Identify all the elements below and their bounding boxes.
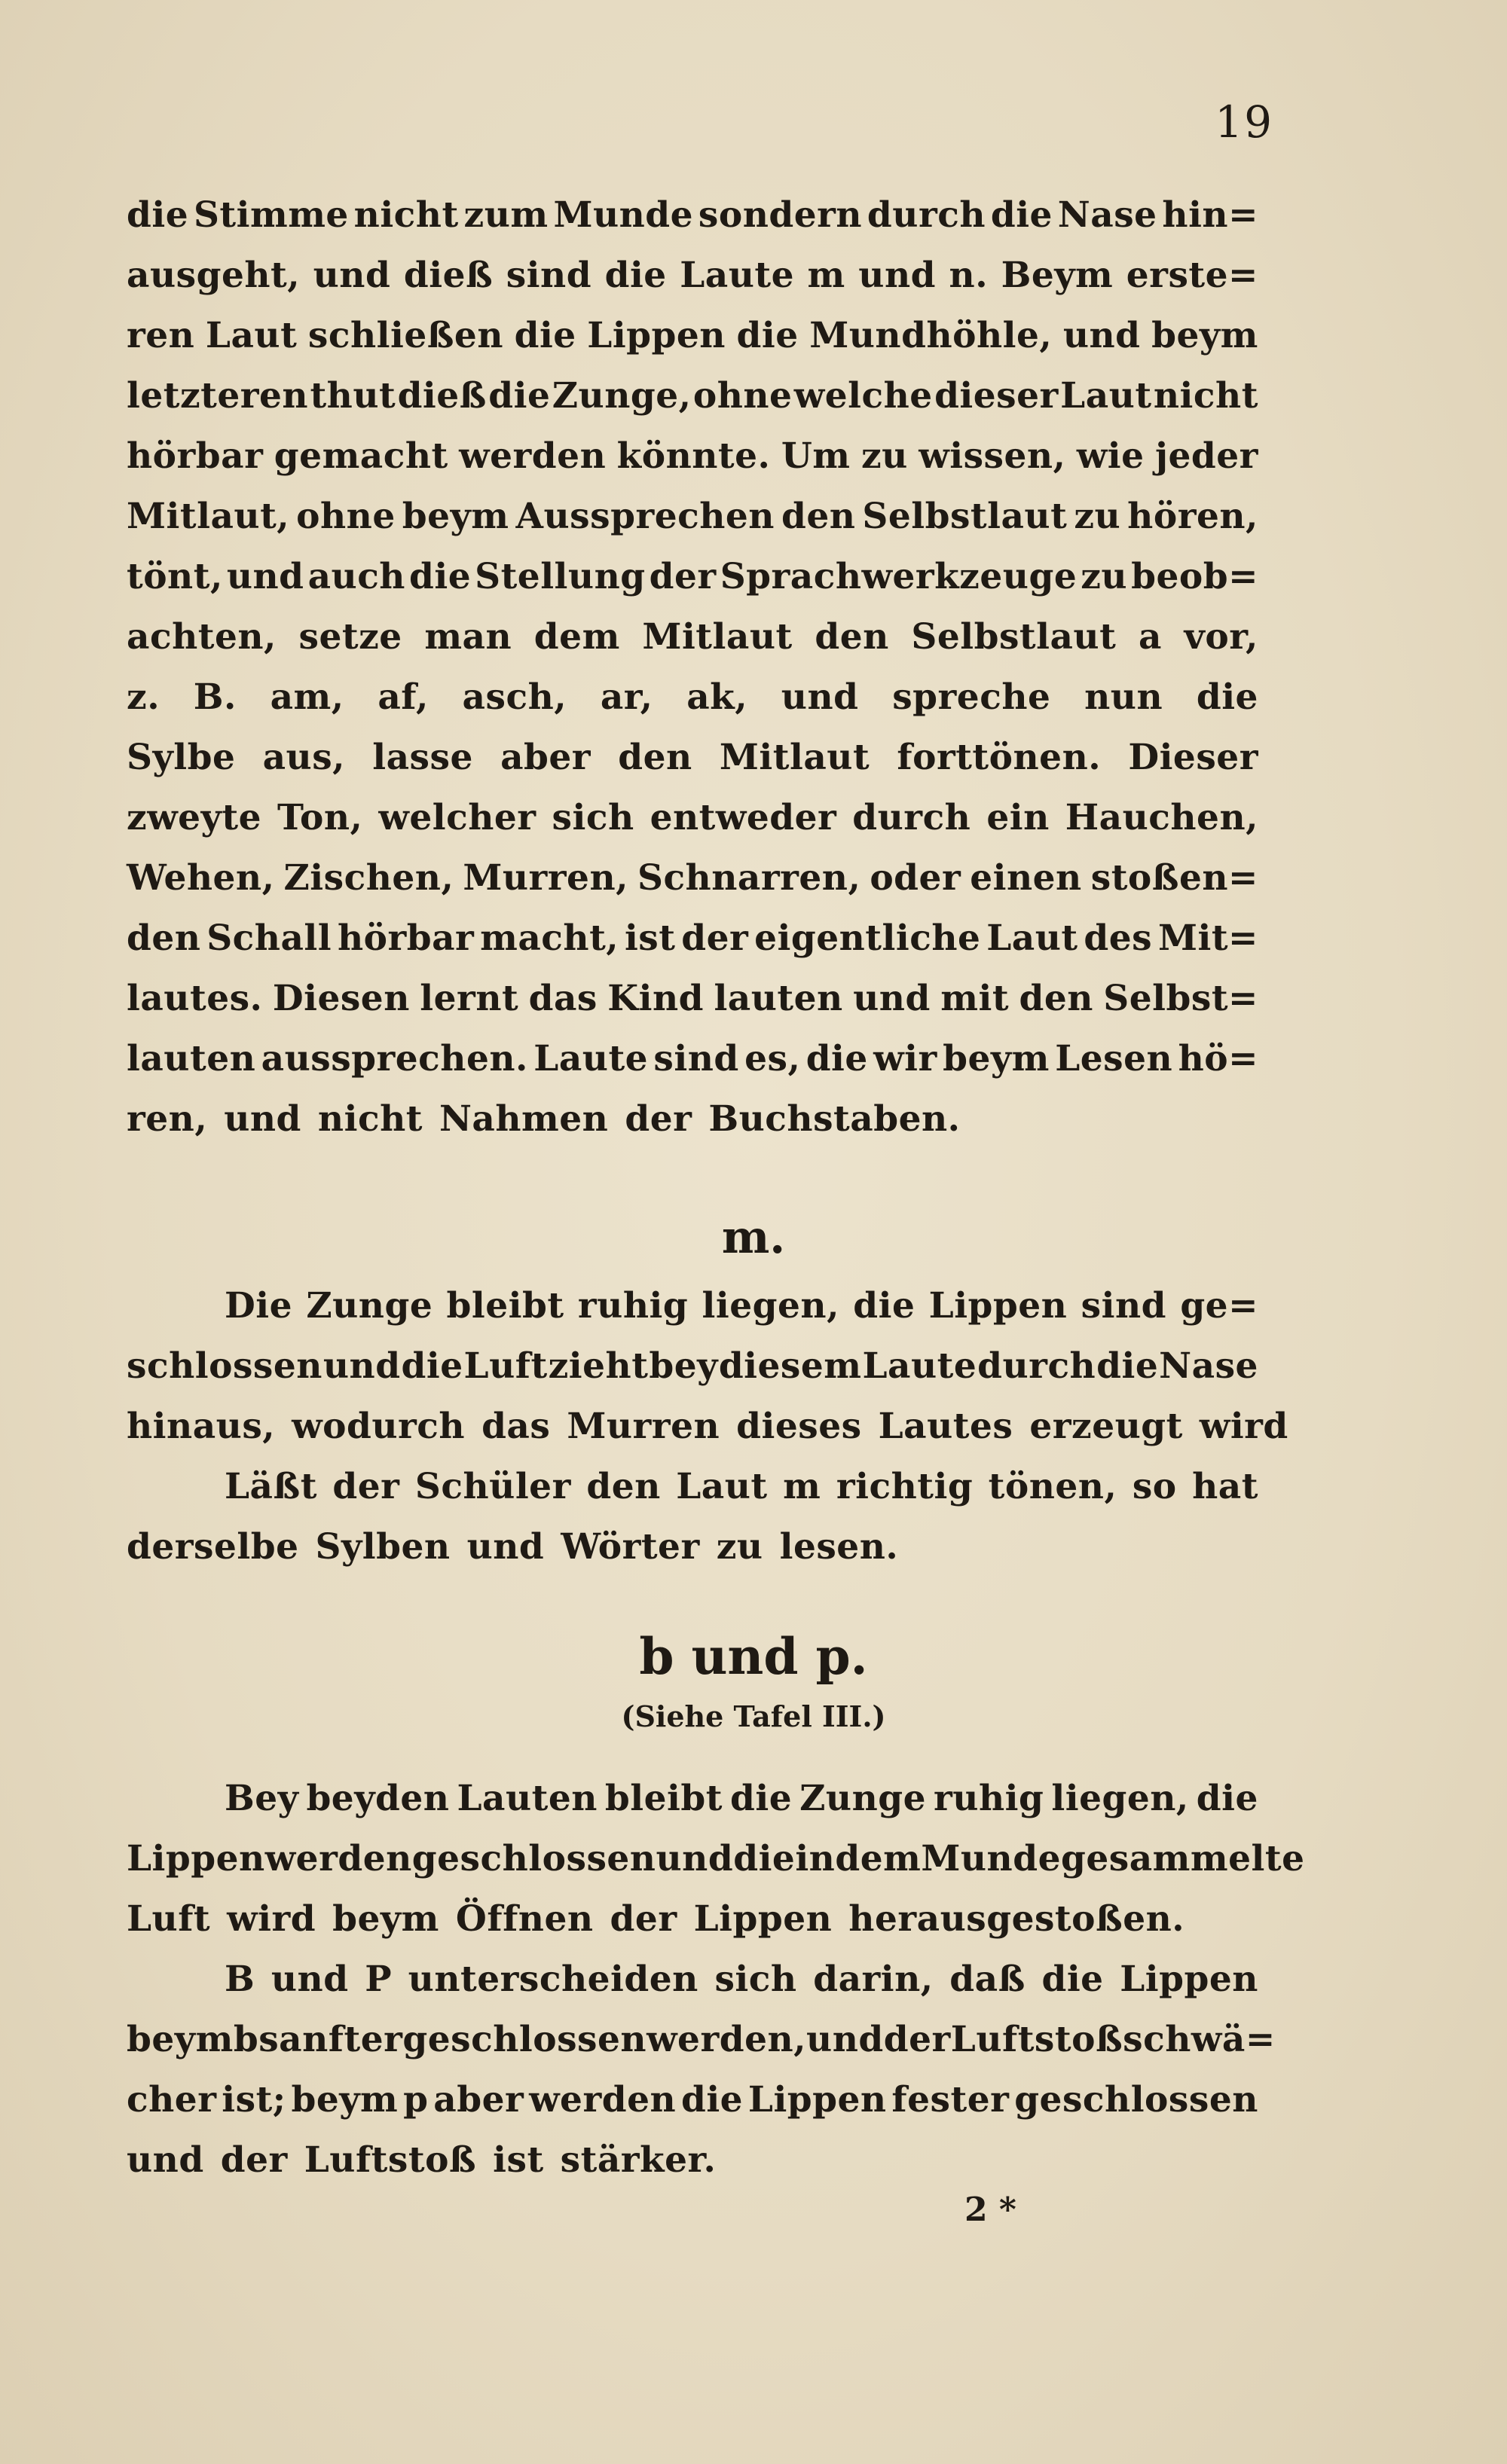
word: schlossen [127,1345,322,1387]
word: die [736,315,799,356]
word: es, [744,1038,801,1079]
word: hören, [1127,496,1258,537]
text-line [127,1457,1258,1517]
word: hin= [1162,194,1258,236]
word: das [481,1406,551,1447]
word: Luft [463,1345,548,1387]
word: m [783,1466,821,1507]
word: lasse [372,737,473,778]
word: dieß [403,255,494,296]
word: auch [307,556,405,597]
word: und [1062,315,1141,356]
word: ruhig [934,1778,1044,1819]
word: Um [781,435,851,477]
word: sind [653,1038,739,1079]
word: der [649,556,717,597]
text-line [127,1029,1258,1089]
word: Lippen [928,1285,1068,1327]
word: schwä= [1123,2019,1276,2060]
word: Buchstaben. [708,1098,961,1140]
word: der [332,1466,400,1507]
word: macht, [480,918,619,959]
text-line [127,306,1258,366]
word: jeder [1154,435,1258,477]
word: Laute [533,1038,649,1079]
word: ohne [296,496,396,537]
word: liegen, [1051,1778,1189,1819]
word: durch [867,194,986,236]
word: und [858,255,937,296]
text-line [127,1276,1258,1336]
word: der [610,1898,677,1940]
paragraph-1 [127,185,1258,1150]
word: zweyte [127,797,261,838]
text-line [127,1089,1258,1150]
word: den [1019,978,1093,1019]
word: Nase [1159,1345,1258,1387]
word: der [883,2019,951,2060]
word: n. [949,255,989,296]
word: Laute [680,255,795,296]
word: Läßt [225,1466,317,1507]
word: hinaus, [127,1406,276,1447]
word: beym [127,2019,234,2060]
word: zu [716,1526,763,1568]
word: am, [270,676,344,718]
word: Hauchen, [1065,797,1258,838]
word: daß [949,1959,1026,2000]
text-line [127,728,1258,788]
section-heading-b-und-p: b und p. [639,1627,868,1686]
text-line [127,426,1258,487]
word: Bey [225,1778,299,1819]
word: nicht [353,194,459,236]
word: die [604,255,667,296]
word: Selbstlaut [862,496,1068,537]
word: beym [332,1898,439,1940]
word: und [656,1838,734,1879]
word: werden [459,435,607,477]
word: bleibt [446,1285,564,1327]
word: Lippen [1120,1959,1258,2000]
text-line [127,1397,1288,1457]
word: Munde [553,194,694,236]
text-line [127,848,1258,908]
word: Lippen [587,315,726,356]
word: ak, [686,676,748,718]
word: ist [493,2139,544,2181]
word: Mit= [1157,918,1258,959]
word: lernt [420,978,519,1019]
word: wird [227,1898,316,1940]
word: thut [310,375,396,417]
word: könnte. [616,435,771,477]
word: ist [624,918,676,959]
word: ruhig [577,1285,689,1327]
word: sich [552,797,634,838]
word: Kind [607,978,705,1019]
signature-mark: 2 * [964,2191,1016,2229]
word: Diesen [272,978,410,1019]
word: ohne [692,375,793,417]
paragraph-3 [127,1769,1305,2191]
word: und [322,1345,401,1387]
word: nicht [1153,375,1258,417]
word: mit [940,978,1010,1019]
word: p [403,2079,429,2121]
word: Schall [206,918,332,959]
word: Wörter [561,1526,700,1568]
text-line [127,607,1258,667]
word: ar, [600,676,653,718]
word: af, [378,676,429,718]
word: setze [298,616,402,658]
word: die [1041,1959,1104,2000]
word: beym [291,2079,399,2121]
text-line [127,969,1258,1029]
word: unterscheiden [408,1959,698,2000]
section-heading-m: m. [721,1211,786,1264]
word: und [224,1098,301,1140]
word: gesammelte [1061,1838,1305,1879]
word: Lippen [127,1838,265,1879]
text-line [127,788,1258,848]
word: durch [852,797,971,838]
text-line [127,246,1258,306]
word: wodurch [292,1406,466,1447]
word: lesen. [779,1526,899,1568]
word: lauten [127,1038,256,1079]
word: und [781,676,859,718]
word: ist; [222,2079,286,2121]
word: sondern [698,194,863,236]
word: dieser [934,375,1059,417]
word: zu [1081,556,1128,597]
word: die [401,1345,463,1387]
word: Sylbe [127,737,236,778]
word: die [127,194,189,236]
word: hö= [1178,1038,1258,1079]
word: Aussprechen [515,496,775,537]
text-line [127,487,1258,547]
word: B. [193,676,237,718]
word: Beym [1001,255,1114,296]
word: wird [1199,1406,1288,1447]
word: hat [1192,1466,1258,1507]
word: nicht [317,1098,423,1140]
word: die [853,1285,916,1327]
word: herausgestoßen. [848,1898,1185,1940]
word: Nase [1057,194,1157,236]
word: und [853,978,931,1019]
text-line [127,366,1258,426]
word: wie [1076,435,1145,477]
word: der [220,2139,288,2181]
word: ausgeht, [127,255,301,296]
word: die [1196,676,1258,718]
text-line [127,1829,1305,1889]
word: Luftstoß [304,2139,477,2181]
word: sanfter [258,2019,403,2060]
word: werden [264,1838,412,1879]
word: asch, [462,676,567,718]
word: Murren, [463,857,628,899]
word: Laut [205,315,298,356]
word: Ton, [277,797,363,838]
word: Zunge [306,1285,433,1327]
word: Laut [1060,375,1152,417]
word: Schnarren, [637,857,861,899]
word: z. [127,676,160,718]
word: die [729,1778,793,1819]
word: Laut [676,1466,768,1507]
word: ge= [1180,1285,1258,1327]
paragraph-2 [127,1276,1288,1577]
text-line [127,547,1258,607]
word: beym [943,1038,1050,1079]
word: die [805,1038,868,1079]
word: Lesen [1055,1038,1173,1079]
text-line [127,1769,1258,1829]
word: dieses [736,1406,862,1447]
word: stoßen= [1090,857,1258,899]
word: Murren [567,1406,720,1447]
word: diesem [718,1345,862,1387]
word: die [1196,1778,1258,1819]
word: ren [127,315,195,356]
word: wissen, [919,435,1066,477]
word: Lippen [693,1898,833,1940]
word: und [313,255,391,296]
word: das [528,978,598,1019]
word: beym [402,496,509,537]
word: Schüler [414,1466,571,1507]
word: Sprachwerkzeuge [720,556,1078,597]
word: spreche [892,676,1051,718]
word: Zunge, [552,375,692,417]
word: dieß [397,375,487,417]
word: des [1084,918,1153,959]
word: Sylben [315,1526,451,1568]
word: zu [860,435,908,477]
word: erzeugt [1029,1406,1183,1447]
word: letzteren [127,375,309,417]
word: welcher [378,797,536,838]
word: den [781,496,856,537]
word: a [1138,616,1162,658]
word: Stimme [193,194,349,236]
word: Öffnen [455,1898,594,1940]
word: Munde [921,1838,1061,1879]
word: geschlossen [1014,2079,1258,2121]
word: darin, [813,1959,934,2000]
word: Mitlaut [642,616,793,658]
word: und [806,2019,884,2060]
word: aussprechen. [261,1038,528,1079]
word: stärker. [560,2139,717,2181]
word: zieht [548,1345,649,1387]
word: beym [1151,315,1258,356]
word: lauten [714,978,843,1019]
text-line [127,2010,1276,2070]
word: entweder [650,797,837,838]
word: und [271,1959,349,2000]
word: und [466,1526,545,1568]
word: werden, [647,2019,807,2060]
word: den [586,1466,661,1507]
word: Nahmen [439,1098,609,1140]
word: Selbstlaut [911,616,1117,658]
word: Dieser [1128,737,1258,778]
text-line [127,2130,1258,2191]
word: die [1096,1345,1159,1387]
word: den [815,616,889,658]
word: werden [529,2079,677,2121]
word: P [365,1959,393,2000]
word: m [807,255,845,296]
word: beob= [1131,556,1258,597]
word: Laute [862,1345,977,1387]
word: hörbar [127,435,264,477]
word: der [625,1098,692,1140]
text-line [127,667,1258,728]
word: Laut [986,918,1078,959]
word: beyden [306,1778,450,1819]
plate-reference: (Siehe Tafel III.) [621,1699,886,1733]
text-line [127,1336,1258,1397]
word: liegen, [702,1285,839,1327]
page-number: 19 [1215,96,1273,148]
word: so [1132,1466,1177,1507]
word: in [795,1838,836,1879]
word: geschlossen [402,2019,647,2060]
word: zum [463,194,549,236]
word: geschlossen [411,1838,656,1879]
word: fester [891,2079,1010,2121]
word: Mitlaut, [127,496,290,537]
word: richtig [836,1466,974,1507]
word: den [127,918,201,959]
word: erste= [1126,255,1258,296]
word: Lippen [747,2079,887,2121]
word: Luftstoß [950,2019,1123,2060]
word: und [226,556,304,597]
word: schließen [307,315,504,356]
word: bey [649,1345,718,1387]
word: aber [433,2079,524,2121]
word: gemacht [274,435,448,477]
word: ren, [127,1098,208,1140]
word: hörbar [337,918,475,959]
word: B [225,1959,255,2000]
word: Die [225,1285,293,1327]
word: nun [1084,676,1163,718]
word: durch [977,1345,1096,1387]
text-line [127,1889,1258,1950]
word: Lautes [878,1406,1013,1447]
word: Luft [127,1898,211,1940]
word: b [233,2019,259,2060]
word: sich [714,1959,797,2000]
word: tönen, [988,1466,1117,1507]
word: Mundhöhle, [809,315,1053,356]
word: tönt, [127,556,223,597]
word: lautes. [127,978,263,1019]
word: ein [986,797,1050,838]
word: einen [970,857,1082,899]
word: oder [870,857,961,899]
word: die [990,194,1053,236]
word: cher [127,2079,217,2121]
word: sind [1081,1285,1167,1327]
word: aber [500,737,591,778]
word: bleibt [604,1778,723,1819]
word: und [127,2139,204,2181]
word: Wehen, [127,857,275,899]
word: wir [873,1038,937,1079]
word: sind [506,255,592,296]
word: den [618,737,692,778]
word: die [733,1838,796,1879]
word: die [409,556,472,597]
text-line [127,1950,1258,2010]
word: die [488,375,551,417]
text-line [127,908,1258,969]
word: eigentliche [754,918,981,959]
word: vor, [1184,616,1258,658]
word: die [680,2079,744,2121]
word: aus, [262,737,346,778]
word: dem [835,1838,922,1879]
word: der [681,918,749,959]
word: Stellung [475,556,646,597]
word: Zischen, [283,857,454,899]
word: Lauten [457,1778,598,1819]
word: Mitlaut [719,737,870,778]
text-line [127,1517,1258,1577]
text-line [127,185,1258,246]
word: Zunge [799,1778,927,1819]
word: derselbe [127,1526,299,1568]
word: achten, [127,616,277,658]
word: welche [793,375,933,417]
word: zu [1074,496,1121,537]
word: die [514,315,576,356]
text-line [127,2070,1258,2130]
word: man [424,616,512,658]
word: forttönen. [897,737,1102,778]
word: dem [533,616,620,658]
word: Selbst= [1103,978,1258,1019]
